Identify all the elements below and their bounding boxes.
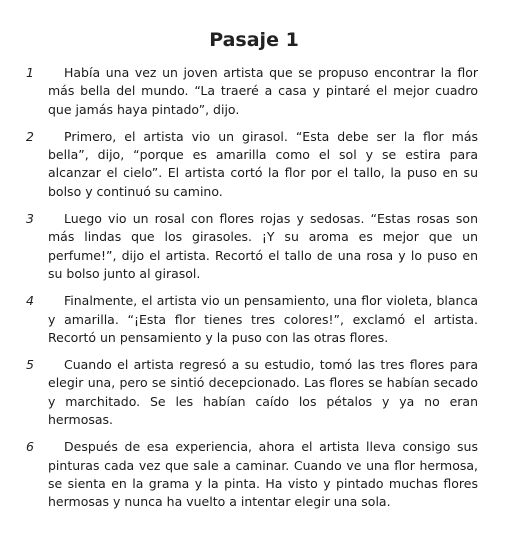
- paragraph-6: [22, 438, 478, 511]
- paragraph-number: 1: [26, 65, 34, 80]
- passage-title: Pasaje 1: [209, 29, 299, 51]
- paragraph-3: [22, 210, 478, 283]
- paragraph-text: Primero, el artista vio un girasol. “Esta debe ser la flor más bella”, dijo, “porque es amarilla como el sol y se estira para alcanzar el cielo”. El artista cortó la flor por el tallo, la puso en su bolso y continuó su camino.: [48, 128, 478, 199]
- paragraph-1: [22, 64, 478, 119]
- paragraph-5: [22, 356, 478, 429]
- paragraph-text: Después de esa experiencia, ahora el artista lleva consigo sus pinturas cada vez que sale a caminar. Cuando ve una flor hermosa, se sienta en la grama y la pinta. Ha visto y pintado muchas flores hermosas y nunca ha vuelto a intentar elegir una sola.: [48, 439, 478, 510]
- paragraph-text: Cuando el artista regresó a su estudio, tomó las tres flores para elegir una, pero se sintió decepcionado. Las flores se habían secado y marchitado. Se les habían caído los pétalos y ya no eran hermosas.: [48, 357, 478, 428]
- paragraph-text: Finalmente, el artista vio un pensamiento, una flor violeta, blanca y amarilla. “¡Esta flor tienes tres colores!”, exclamó el artista. Recortó un pensamiento y la puso con las otras flores.: [48, 293, 478, 345]
- paragraph-2: [22, 128, 478, 201]
- paragraph-number: 5: [26, 357, 34, 373]
- paragraph-text: Había una vez un joven artista que se propuso encontrar la flor más bella del mundo. “La traeré a casa y pintaré el mejor cuadro que jamás haya pintado”, dijo.: [48, 65, 478, 117]
- paragraph-number: 2: [26, 128, 34, 144]
- paragraph-4: [22, 292, 478, 347]
- paragraph-number: 4: [26, 293, 34, 309]
- paragraph-number: 6: [26, 439, 34, 455]
- paragraph-number: 3: [26, 211, 34, 227]
- paragraph-text: Luego vio un rosal con flores rojas y sedosas. “Estas rosas son más lindas que los girasoles. ¡Y su aroma es mejor que un perfume!”, dijo el artista. Recortó el tallo de una rosa y lo puso en su bolso junto al girasol.: [48, 211, 478, 281]
